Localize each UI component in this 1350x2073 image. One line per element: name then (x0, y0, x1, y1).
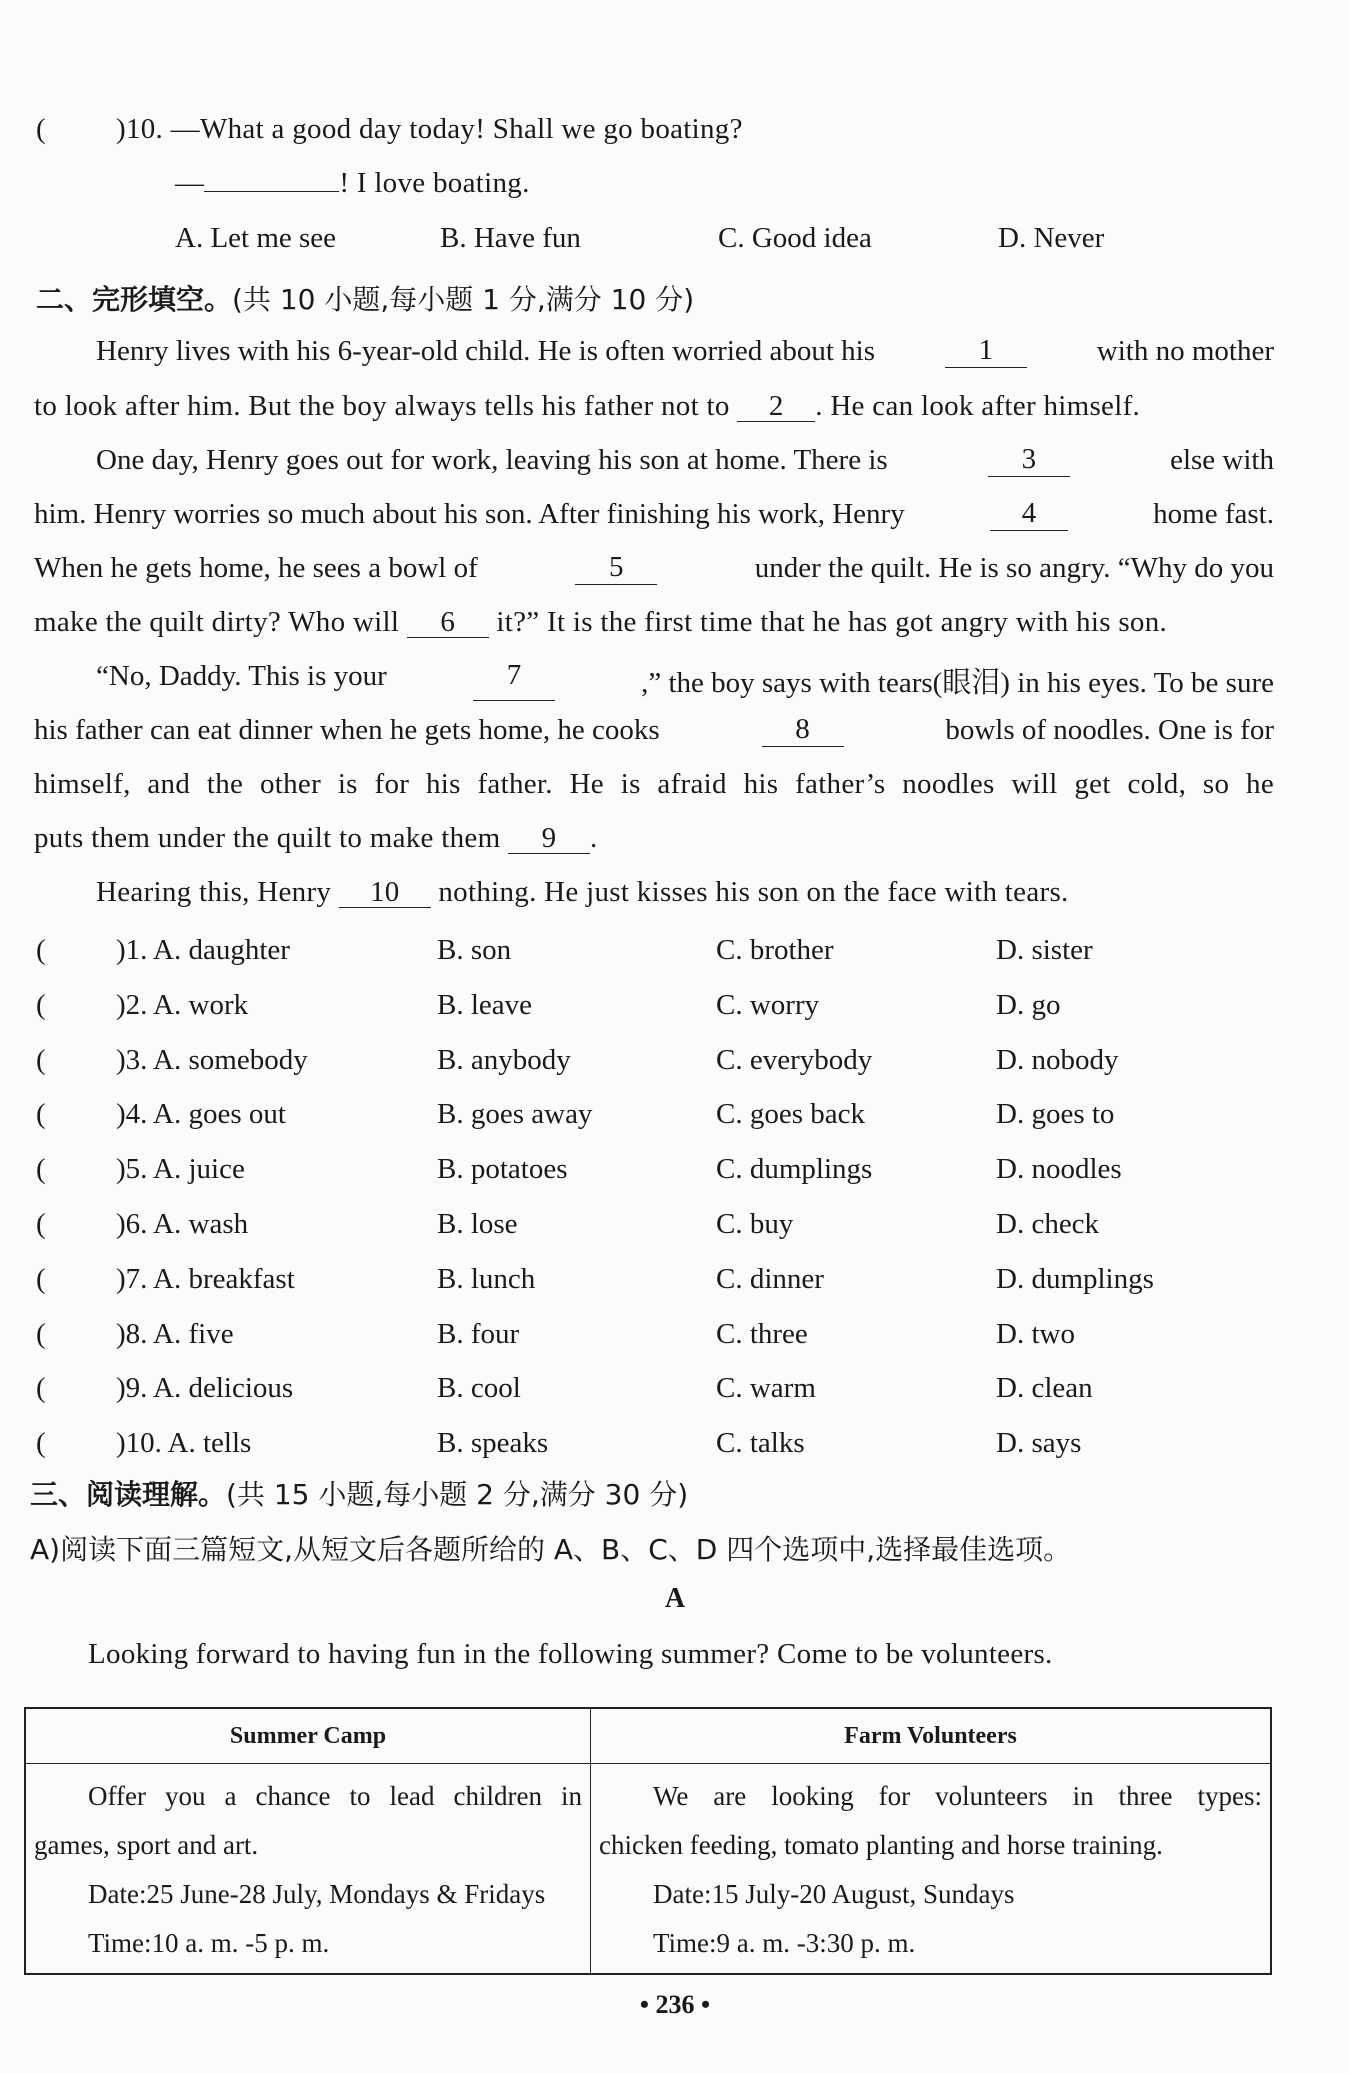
col-header-farm-volunteers: Farm Volunteers (591, 1708, 1272, 1764)
page-number: • 236 • (639, 1990, 711, 2019)
passage-line: When he gets home, he sees a bowl of 5 under the quilt. He is so angry. “Why do you (34, 551, 1274, 584)
q10-option-c: C. Good idea (718, 222, 872, 254)
choice-b: B. lose (437, 1208, 518, 1240)
choice-a: )7. A. breakfast (116, 1263, 295, 1295)
answer-paren: ( (36, 1098, 46, 1130)
blank-4: 4 (990, 498, 1068, 531)
choice-c: C. dumplings (716, 1153, 873, 1185)
intro-text: Looking forward to having fun in the following summer? Come to be volunteers. (88, 1638, 1053, 1670)
blank-5: 5 (575, 552, 657, 585)
answer-paren: ( (36, 1263, 46, 1295)
choice-b: B. potatoes (437, 1153, 568, 1185)
passage-line: to look after him. But the boy always tells his father not to 2 . He can look after himself. (34, 390, 1141, 422)
choice-c: C. everybody (716, 1044, 873, 1076)
answer-paren: ( (36, 934, 46, 966)
choice-a: )6. A. wash (116, 1208, 249, 1240)
blank-6: 6 (407, 607, 489, 638)
blank-3: 3 (988, 444, 1070, 477)
choice-b: B. son (437, 934, 512, 966)
question-10-reply: — ! I love boating. (175, 167, 530, 199)
choice-c: C. three (716, 1318, 808, 1350)
choice-b: B. speaks (437, 1427, 549, 1459)
answer-paren: ( (36, 1044, 46, 1076)
choice-d: D. two (996, 1318, 1075, 1350)
choice-d: D. check (996, 1208, 1100, 1240)
q10-option-a: A. Let me see (175, 222, 337, 254)
passage-line: One day, Henry goes out for work, leaving his son at home. There is 3 else with (96, 443, 1274, 476)
choice-b: B. lunch (437, 1263, 536, 1295)
answer-paren: ( (36, 1318, 46, 1350)
farm-volunteers-cell: We are looking for volunteers in three types: chicken feeding, tomato planting and horse training. Date:15 July-20 August, Sundays Time:9 a. m. -3:30 p. m. (591, 1764, 1272, 1975)
answer-paren: ( (36, 1153, 46, 1185)
choice-a: )1. A. daughter (116, 934, 290, 966)
col-header-summer-camp: Summer Camp (25, 1708, 591, 1764)
choice-d: D. clean (996, 1372, 1093, 1404)
choice-c: C. goes back (716, 1098, 865, 1130)
q10-option-b: B. Have fun (440, 222, 581, 254)
choice-d: D. goes to (996, 1098, 1115, 1130)
choice-a: )2. A. work (116, 989, 249, 1021)
q10-option-d: D. Never (998, 222, 1105, 254)
passage-line: himself, and the other is for his father. He is afraid his father’s noodles will get cold, so he (34, 768, 1274, 800)
blank-2: 2 (737, 391, 815, 422)
choice-d: D. dumplings (996, 1263, 1154, 1295)
passage-line: make the quilt dirty? Who will 6 it?” It is the first time that he has got angry with his son. (34, 606, 1168, 638)
blank-8: 8 (762, 714, 844, 747)
section-2-heading: 二、完形填空。(共 10 小题,每小题 1 分,满分 10 分) (36, 283, 695, 316)
choice-c: C. talks (716, 1427, 805, 1459)
choice-c: C. dinner (716, 1263, 824, 1295)
choice-d: D. sister (996, 934, 1093, 966)
answer-paren: ( (36, 113, 46, 145)
part-label: A (664, 1583, 686, 1614)
summer-camp-cell: Offer you a chance to lead children in games, sport and art. Date:25 June-28 July, Mondays & Fridays Time:10 a. m. -5 p. m. (25, 1764, 591, 1975)
answer-paren: ( (36, 1427, 46, 1459)
choice-c: C. worry (716, 989, 820, 1021)
passage-line: Hearing this, Henry 10 nothing. He just kisses his son on the face with tears. (96, 876, 1069, 908)
volunteer-table (24, 1707, 1272, 1975)
choice-b: B. four (437, 1318, 520, 1350)
section-3-instruction: A)阅读下面三篇短文,从短文后各题所给的 A、B、C、D 四个选项中,选择最佳选项。 (30, 1533, 1072, 1566)
choice-a: )9. A. delicious (116, 1372, 294, 1404)
choice-a: )3. A. somebody (116, 1044, 308, 1076)
question-10-stem: )10. —What a good day today! Shall we go boating? (116, 113, 743, 145)
blank-1: 1 (945, 335, 1027, 368)
choice-b: B. cool (437, 1372, 521, 1404)
passage-line: his father can eat dinner when he gets home, he cooks 8 bowls of noodles. One is for (34, 713, 1274, 746)
choice-a: )10. A. tells (116, 1427, 252, 1459)
choice-b: B. goes away (437, 1098, 593, 1130)
choice-a: )5. A. juice (116, 1153, 245, 1185)
choice-c: C. brother (716, 934, 834, 966)
choice-d: D. go (996, 989, 1061, 1021)
answer-paren: ( (36, 1208, 46, 1240)
passage-line: Henry lives with his 6-year-old child. He is often worried about his 1 with no mother (96, 334, 1274, 367)
blank-10: 10 (339, 877, 431, 908)
choice-a: )4. A. goes out (116, 1098, 286, 1130)
choice-c: C. warm (716, 1372, 816, 1404)
passage-line: him. Henry worries so much about his son. After finishing his work, Henry 4 home fast. (34, 497, 1274, 530)
choice-d: D. noodles (996, 1153, 1122, 1185)
choice-b: B. anybody (437, 1044, 571, 1076)
answer-paren: ( (36, 989, 46, 1021)
section-3-heading: 三、阅读理解。(共 15 小题,每小题 2 分,满分 30 分) (30, 1478, 689, 1511)
blank-7: 7 (473, 660, 555, 701)
blank-9: 9 (508, 823, 590, 854)
choice-d: D. says (996, 1427, 1082, 1459)
passage-line: puts them under the quilt to make them 9 . (34, 822, 598, 854)
answer-paren: ( (36, 1372, 46, 1404)
choice-c: C. buy (716, 1208, 794, 1240)
choice-b: B. leave (437, 989, 533, 1021)
passage-line: “No, Daddy. This is your 7 ,” the boy says with tears(眼泪) in his eyes. To be sure (96, 659, 1274, 699)
choice-d: D. nobody (996, 1044, 1119, 1076)
reply-blank (204, 191, 339, 192)
choice-a: )8. A. five (116, 1318, 234, 1350)
